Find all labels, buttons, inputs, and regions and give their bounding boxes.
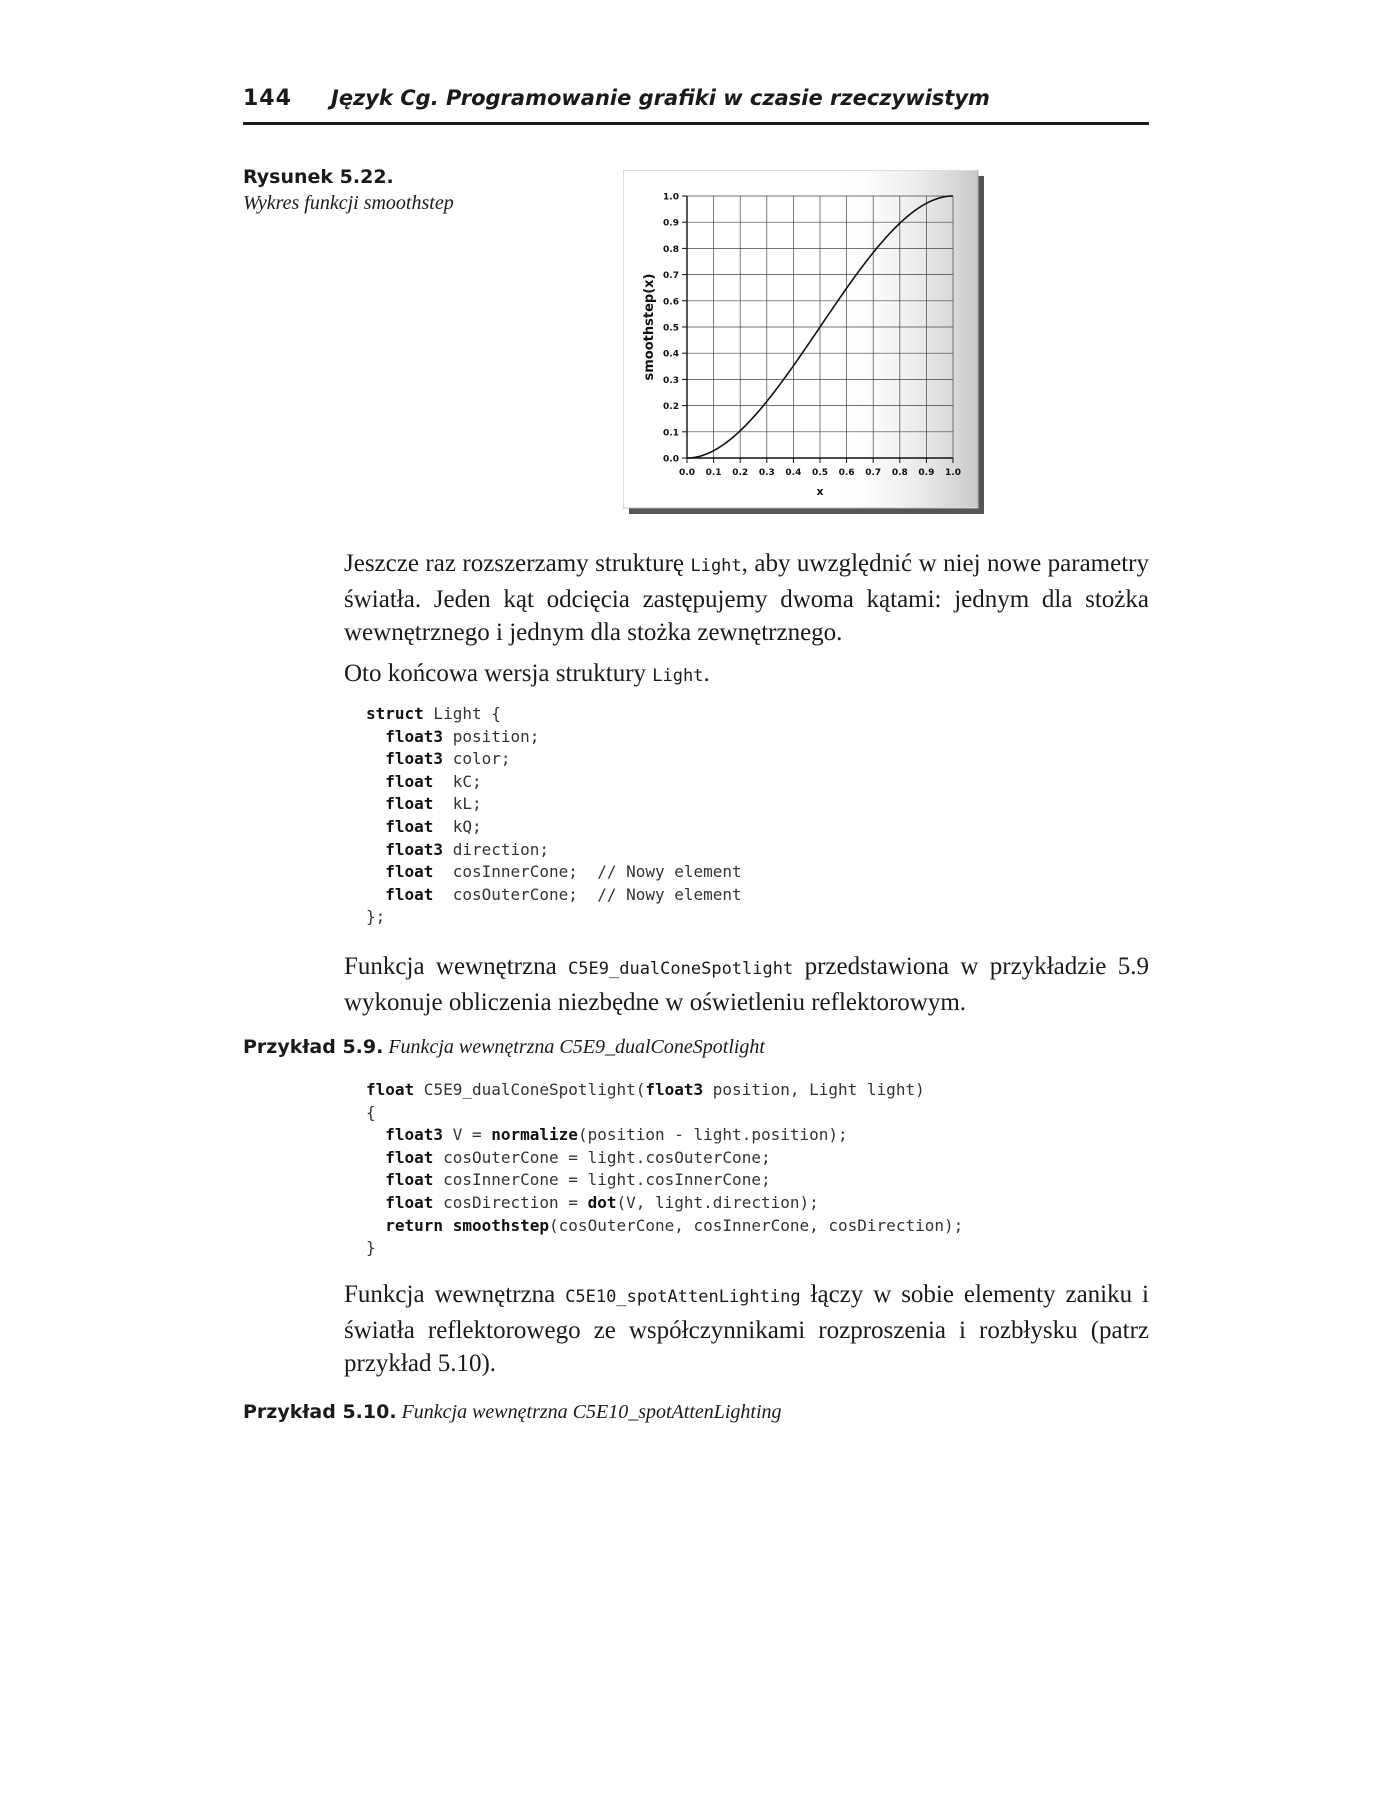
paragraph-text: przedstawiona w przykładzie 5.9 wykonuje obliczenia niezbędne w oświetleniu reflektorowym. — [344, 953, 1149, 1016]
inline-code-function: C5E10_spotAttenLighting — [565, 1287, 801, 1307]
body-paragraph-2 — [344, 657, 1149, 693]
y-tick-label: 0.1 — [663, 428, 679, 439]
paragraph-text: Jeszcze raz rozszerzamy strukturę — [344, 550, 691, 577]
body-paragraph-3 — [344, 950, 1149, 1019]
figure-label: Rysunek 5.22. — [243, 166, 394, 188]
x-tick-label: 1.0 — [945, 468, 961, 478]
y-tick-label: 0.8 — [663, 244, 679, 255]
example-title: Funkcja wewnętrzna C5E10_spotAttenLighting — [401, 1401, 782, 1423]
y-axis-label: smoothstep(x) — [642, 273, 657, 381]
x-tick-label: 0.5 — [812, 468, 828, 478]
running-title: Język Cg. Programowanie grafiki w czasie rzeczywistym — [331, 86, 990, 110]
y-tick-label: 0.9 — [663, 218, 679, 229]
code-block-struct-light — [366, 703, 742, 929]
code-line: float cosInnerCone; // Nowy element — [385, 862, 742, 882]
y-tick-label: 0.6 — [663, 297, 679, 308]
code-line: float C5E9_dualConeSpotlight(float3 position, Light light) — [366, 1080, 925, 1099]
smoothstep-chart — [623, 170, 986, 516]
y-tick-label: 0.0 — [663, 454, 679, 465]
paragraph-text: , aby uwzględnić w niej nowe parametry światła. Jeden kąt odcięcia zastępujemy dwoma kątami: jednym dla stożka wewnętrznego i jednym dla stożka zewnętrznego. — [344, 550, 1149, 646]
y-tick-label: 0.7 — [663, 271, 679, 282]
body-paragraph-1 — [344, 547, 1149, 649]
x-tick-label: 0.6 — [838, 468, 855, 478]
example-number: Przykład 5.9. — [243, 1036, 384, 1058]
code-line: float cosOuterCone; // Nowy element — [385, 884, 742, 904]
code-line: float kL; — [385, 794, 482, 814]
code-line: struct Light { — [366, 704, 501, 723]
x-tick-label: 0.7 — [865, 468, 882, 478]
y-tick-label: 0.3 — [663, 375, 679, 386]
code-line: { — [366, 1102, 376, 1122]
inline-code-light: Light — [652, 666, 704, 686]
inline-code-function: C5E9_dualConeSpotlight — [568, 959, 794, 979]
example-label-5-10 — [243, 1401, 782, 1424]
x-tick-label: 0.0 — [679, 468, 695, 478]
x-tick-label: 0.1 — [705, 468, 722, 478]
paragraph-text: Funkcja wewnętrzna — [344, 953, 569, 980]
code-line: float3 color; — [385, 749, 511, 769]
x-tick-label: 0.3 — [758, 468, 775, 478]
paragraph-text: Funkcja wewnętrzna — [344, 1281, 566, 1308]
y-tick-label: 0.2 — [663, 402, 679, 413]
page-number: 144 — [243, 86, 292, 111]
example-label-5-9 — [243, 1036, 765, 1059]
example-title: Funkcja wewnętrzna C5E9_dualConeSpotlight — [388, 1036, 765, 1058]
paragraph-text: Oto końcowa wersja struktury — [344, 660, 653, 687]
code-line: return smoothstep(cosOuterCone, cosInnerCone, cosDirection); — [385, 1215, 964, 1235]
code-line: float cosDirection = dot(V, light.direction); — [385, 1192, 819, 1212]
y-tick-label: 1.0 — [663, 192, 679, 203]
x-tick-label: 0.2 — [732, 468, 749, 478]
paragraph-text: . — [703, 660, 710, 687]
code-line: float cosOuterCone = light.cosOuterCone; — [385, 1147, 771, 1167]
chart-shading — [828, 171, 978, 507]
code-line: float kQ; — [385, 816, 482, 836]
x-tick-label: 0.9 — [918, 468, 935, 478]
code-line: float3 position; — [385, 726, 540, 746]
y-tick-label: 0.4 — [663, 349, 679, 360]
running-header — [243, 86, 1149, 125]
body-paragraph-4 — [344, 1278, 1149, 1380]
x-tick-label: 0.8 — [891, 468, 908, 478]
x-axis-label: x — [816, 485, 824, 498]
code-block-dual-cone-spotlight — [366, 1079, 963, 1260]
y-tick-label: 0.5 — [663, 323, 679, 334]
code-line: float3 V = normalize(position - light.position); — [385, 1125, 848, 1145]
figure-caption: Wykres funkcji smoothstep — [243, 192, 454, 214]
code-line: float3 direction; — [385, 839, 550, 859]
code-line: float cosInnerCone = light.cosInnerCone; — [385, 1170, 771, 1190]
chart-svg — [623, 170, 986, 516]
code-line: }; — [366, 907, 386, 927]
paragraph-text: łączy w sobie elementy zaniku i światła reflektorowego ze współczynnikami rozproszenia i rozbłysku (patrz przykład 5.10). — [344, 1281, 1149, 1377]
x-tick-label: 0.4 — [785, 468, 802, 478]
example-number: Przykład 5.10. — [243, 1401, 397, 1423]
code-line: float kC; — [385, 771, 482, 791]
inline-code-light: Light — [690, 556, 742, 576]
code-line: } — [366, 1238, 376, 1258]
